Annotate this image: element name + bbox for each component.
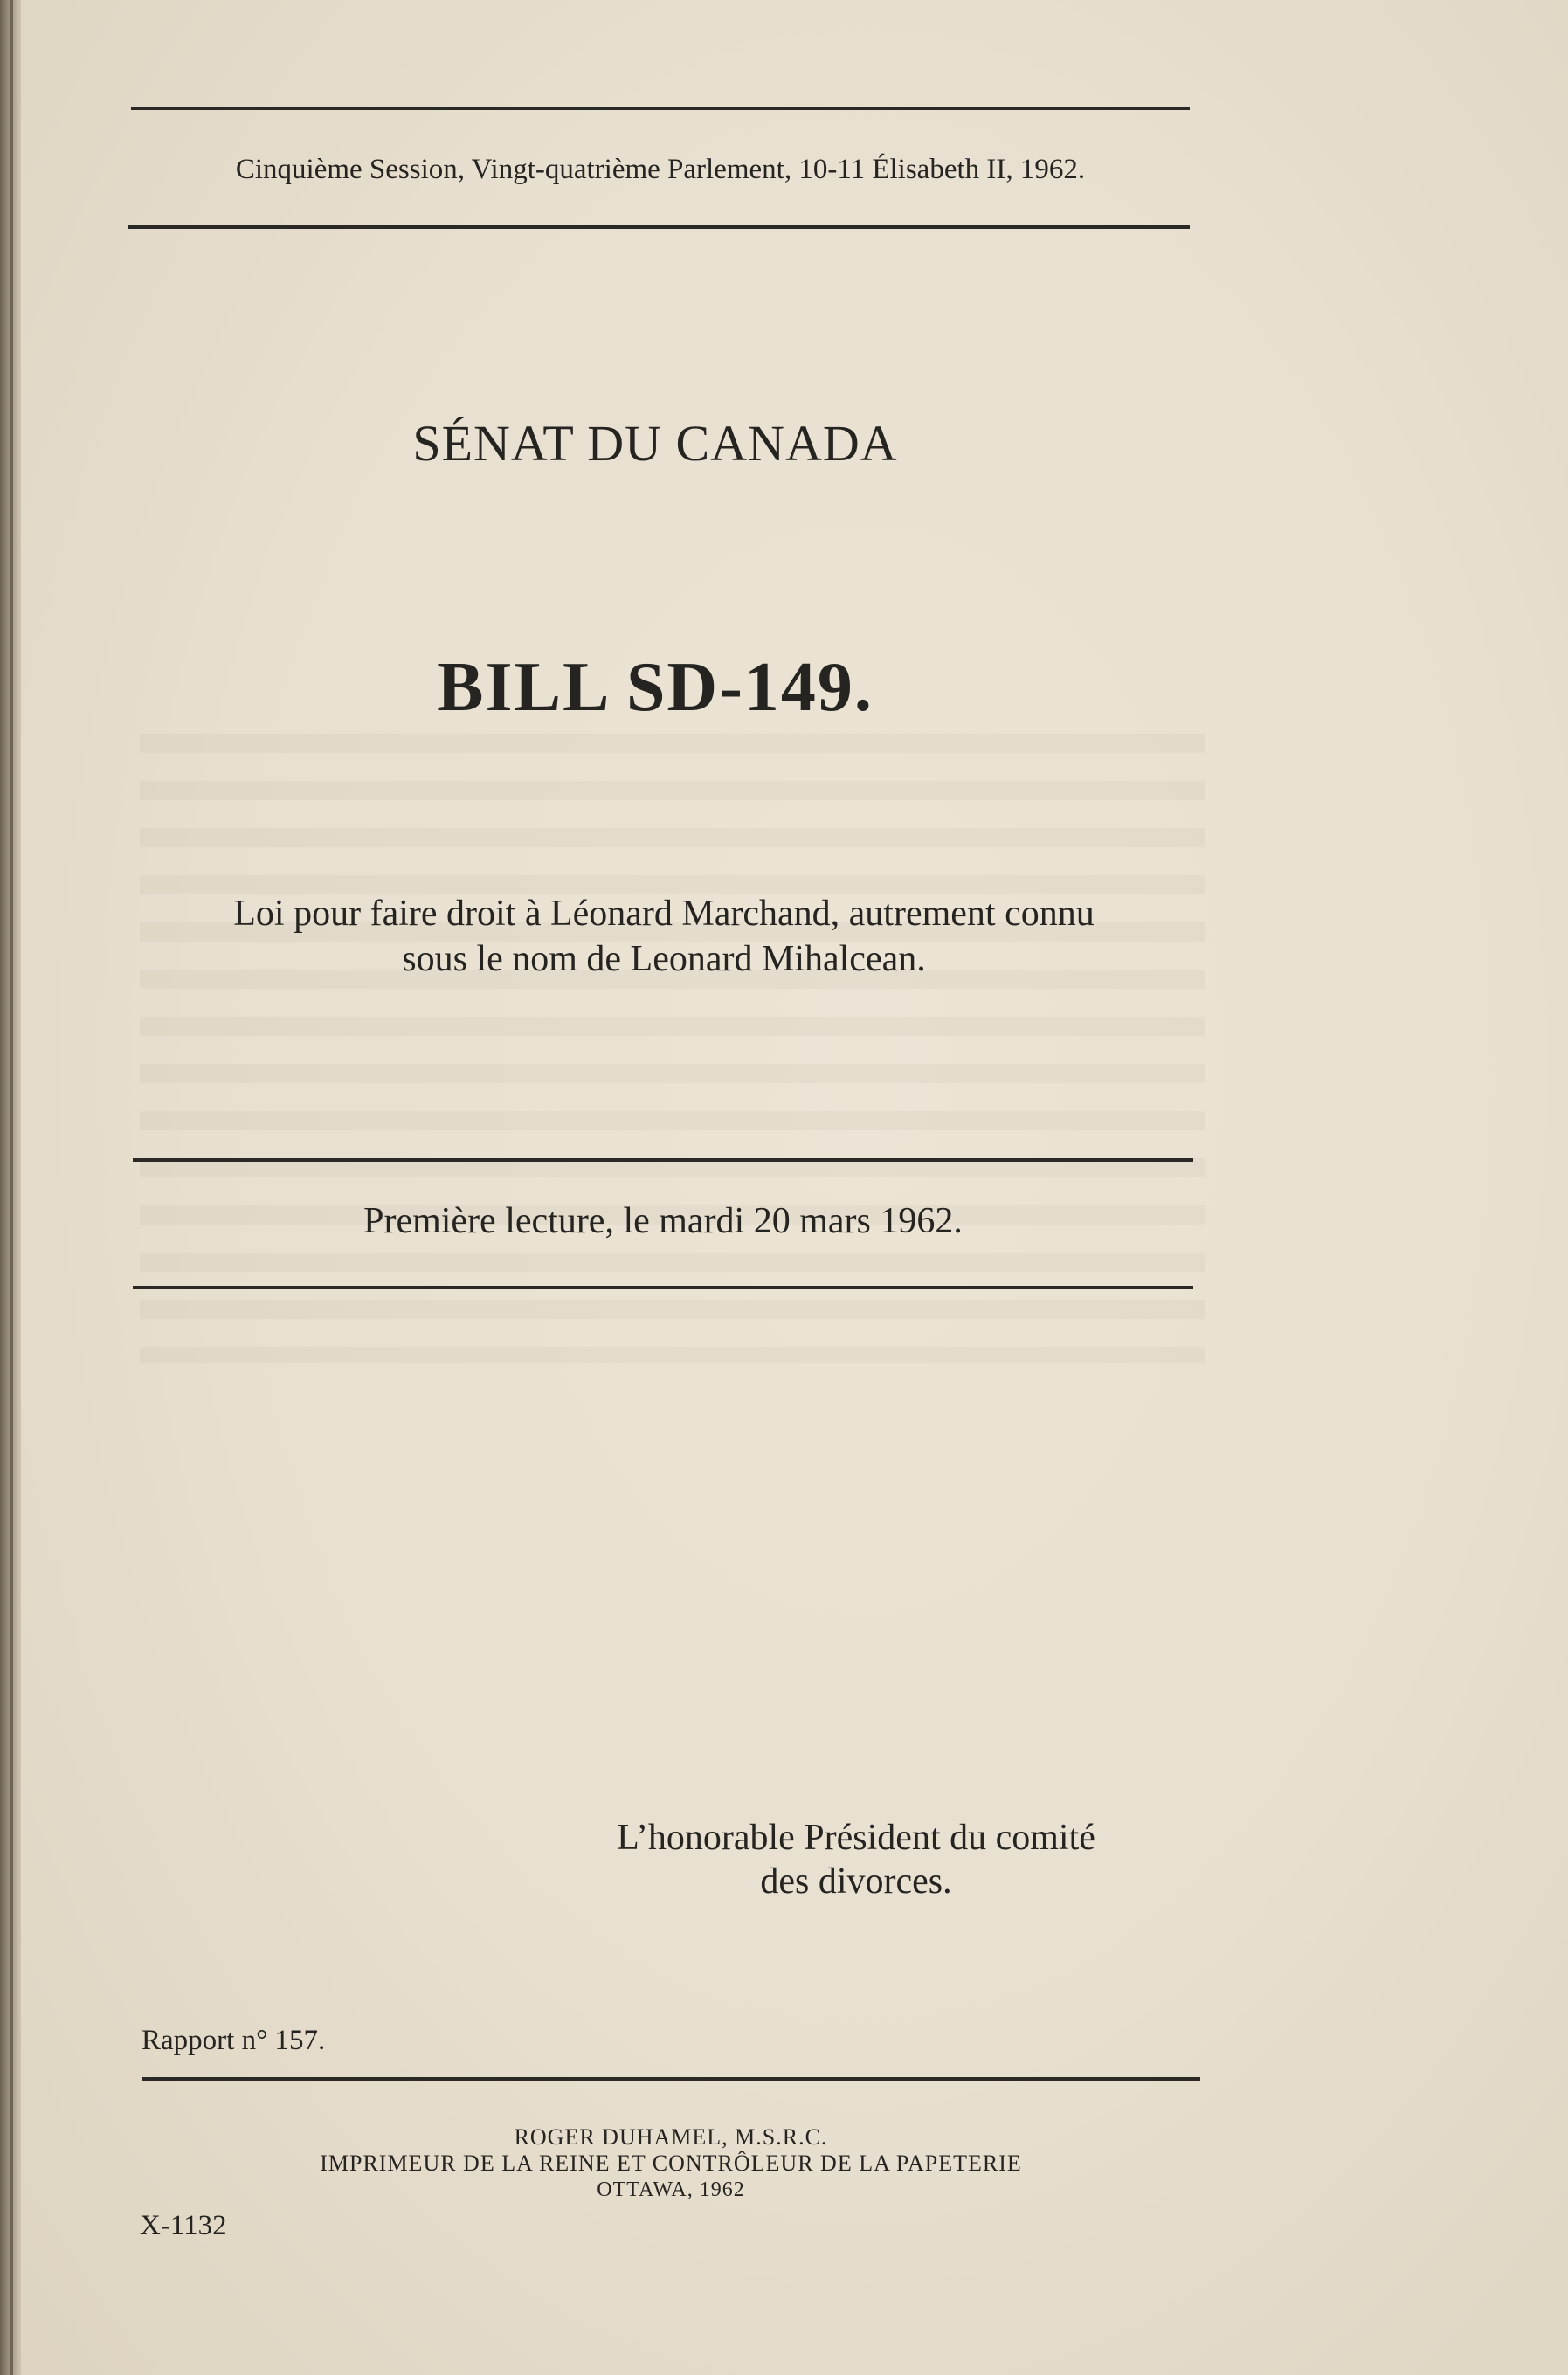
bill-description-line1: Loi pour faire droit à Léonard Marchand, autrement connu	[233, 894, 1095, 934]
sponsor-line2: des divorces.	[760, 1861, 952, 1902]
chamber-name: SÉNAT DU CANADA	[412, 415, 898, 472]
reading-rule-bottom	[133, 1286, 1193, 1289]
bill-description-line2: sous le nom de Leonard Mihalcean.	[402, 939, 926, 979]
sponsor-line1: L’honorable Président du comité	[617, 1818, 1095, 1858]
printer-title: IMPRIMEUR DE LA REINE ET CONTRÔLEUR DE LA PAPETERIE	[320, 2151, 1022, 2176]
bill-title: BILL SD-149.	[437, 649, 874, 726]
binding-line	[10, 0, 13, 2375]
header-rule-top	[131, 107, 1190, 110]
reading-rule-top	[133, 1158, 1193, 1162]
catalog-code: X-1132	[140, 2210, 227, 2241]
report-number: Rapport n° 157.	[142, 2025, 326, 2056]
printer-place: OTTAWA, 1962	[597, 2178, 745, 2201]
printer-name: ROGER DUHAMEL, M.S.R.C.	[514, 2124, 828, 2150]
first-reading: Première lecture, le mardi 20 mars 1962.	[363, 1201, 963, 1241]
printer-rule	[142, 2077, 1200, 2081]
bleed-through-block	[140, 734, 1205, 1363]
session-line: Cinquième Session, Vingt-quatrième Parlement, 10-11 Élisabeth II, 1962.	[235, 154, 1086, 185]
header-rule-bottom	[128, 225, 1190, 229]
